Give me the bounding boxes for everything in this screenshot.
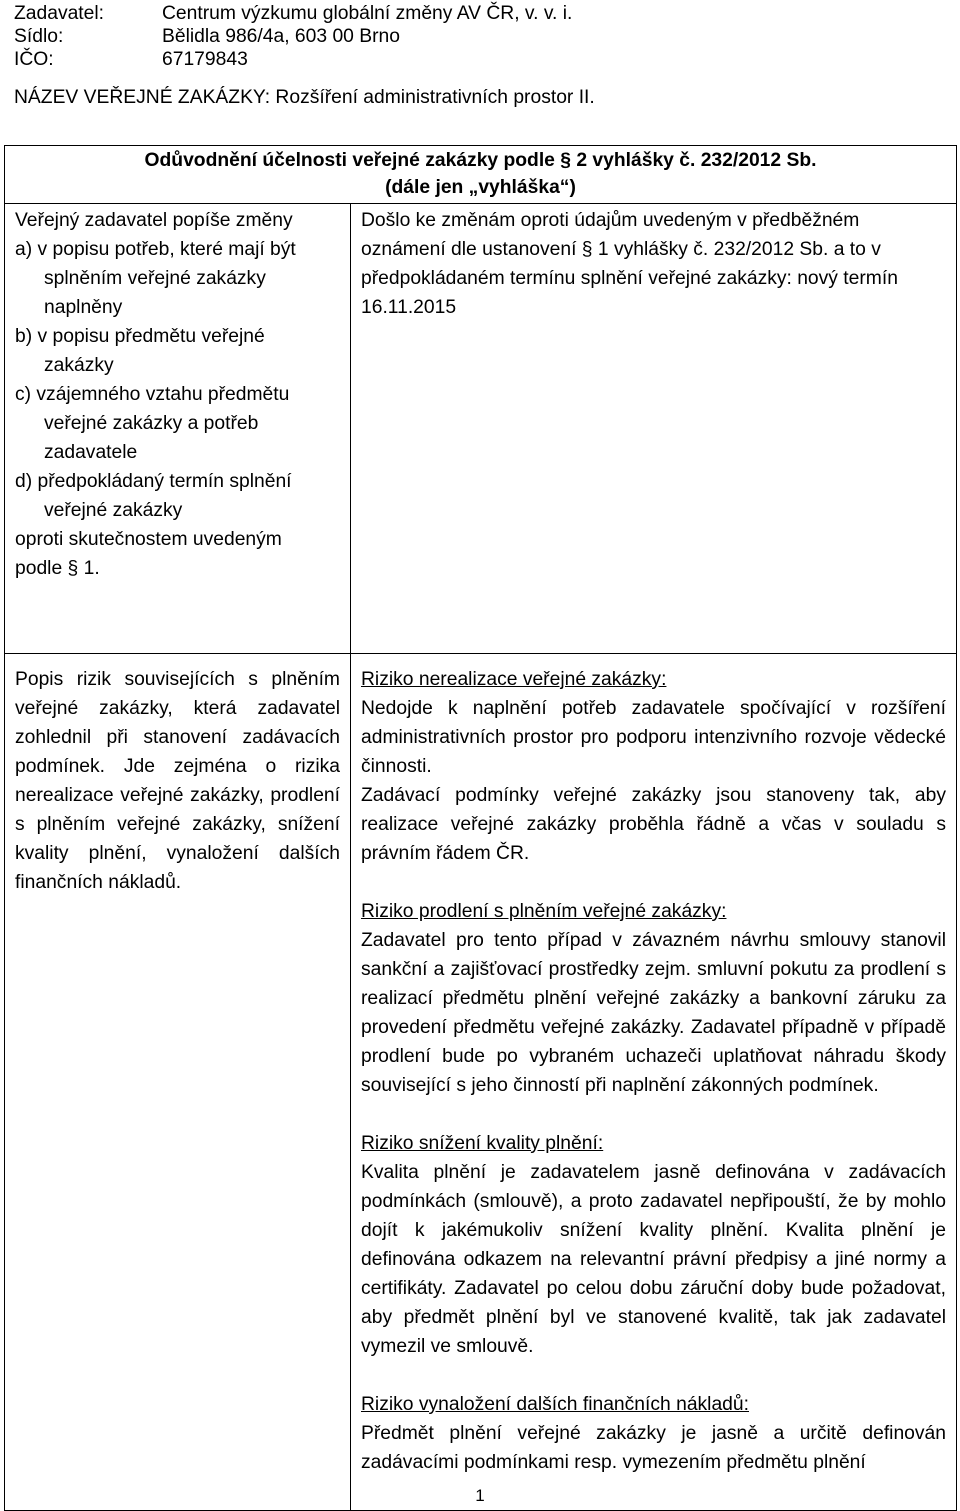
row2-right-cell <box>351 654 957 1511</box>
table-row <box>5 204 957 654</box>
table-title-line2: (dále jen „vyhláška“) <box>385 177 576 198</box>
project-name: NÁZEV VEŘEJNÉ ZAKÁZKY: Rozšíření administrativních prostor II. <box>14 87 595 108</box>
row1-left-b: b) v popisu předmětu veřejné <box>15 326 265 347</box>
row1-left-a: a) v popisu potřeb, které mají být <box>15 239 296 260</box>
header-ico <box>14 48 248 72</box>
row1-right-line3: předpokládaném termínu splnění veřejné zakázky: nový termín <box>361 268 898 289</box>
row1-left-outro1: oproti skutečnostem uvedeným <box>15 529 282 550</box>
row1-right-cell <box>351 204 957 654</box>
ico-value: 67179843 <box>162 49 248 70</box>
risk1-text: Nedojde k naplnění potřeb zadavatele spočívající v rozšíření administrativních prostor pro podporu intenzivního rozvoje vědecké činnosti. <box>361 698 946 777</box>
risk1-text2: Zadávací podmínky veřejné zakázky jsou stanoveny tak, aby realizace veřejné zakázky proběhla řádně a včas v souladu s právním řádem ČR. <box>361 785 946 864</box>
row2-left-cell <box>5 654 351 1511</box>
table-title <box>5 146 957 204</box>
header-sidlo <box>14 25 400 49</box>
row1-left-outro2: podle § 1. <box>15 558 100 579</box>
row1-left-a3: naplněny <box>44 297 123 318</box>
risk1-heading: Riziko nerealizace veřejné zakázky: <box>361 669 667 690</box>
page-number: 1 <box>475 1486 485 1505</box>
ico-label: IČO: <box>14 49 54 70</box>
sidlo-label: Sídlo: <box>14 26 64 47</box>
row1-right-line4: 16.11.2015 <box>361 297 457 318</box>
risk4-heading: Riziko vynaložení dalších finančních nákladů: <box>361 1394 749 1415</box>
risk4-text: Předmět plnění veřejné zakázky je jasně a určitě definován zadávacími podmínkami resp. vymezením předmětu plnění <box>361 1423 946 1473</box>
row1-left-a2: splněním veřejné zakázky <box>44 268 266 289</box>
zadavatel-value: Centrum výzkumu globální změny AV ČR, v. v. i. <box>162 3 573 24</box>
table-title-line1: Odůvodnění účelnosti veřejné zakázky podle § 2 vyhlášky č. 232/2012 Sb. <box>144 150 817 171</box>
risk3-text: Kvalita plnění je zadavatelem jasně definována v zadávacích podmínkách (smlouvě), a proto zadavatel nepřipouští, že by mohlo dojít k jakémukoliv snížení kvality plnění. Kvalita plnění je definována odkazem na relevantní právní předpisy a jiné normy a certifikáty. Zadavatel po celou dobu záruční doby bude požadovat, aby předmět plnění byl ve stanovené kvalitě, tak jak zadavatel vymezil ve smlouvě. <box>361 1162 946 1357</box>
justification-table <box>4 145 957 1511</box>
row1-left-d2: veřejné zakázky <box>44 500 183 521</box>
table-row <box>5 654 957 1511</box>
sidlo-value: Bělidla 986/4a, 603 00 Brno <box>162 26 400 47</box>
row2-left-text: Popis rizik souvisejících s plněním veřejné zakázky, která zadavatel zohlednil při stanovení zadávacích podmínek. Jde zejména o rizika nerealizace veřejné zakázky, prodlení s plněním veřejné zakázky, snížení kvality plnění, vynaložení dalších finančních nákladů. <box>15 669 340 893</box>
header-zadavatel <box>14 2 572 26</box>
row1-left-b2: zakázky <box>44 355 114 376</box>
row1-left-cell <box>5 204 351 654</box>
row1-left-intro: Veřejný zadavatel popíše změny <box>15 210 293 231</box>
row1-left-c: c) vzájemného vztahu předmětu <box>15 384 290 405</box>
risk2-text: Zadavatel pro tento případ v závazném návrhu smlouvy stanovil sankční a zajišťovací prostředky zejm. smluvní pokutu za prodlení s realizací předmětu plnění veřejné zakázky a bankovní záruku za provedení předmětu veřejné zakázky. Zadavatel případně v případě prodlení bude po vybraném uchazeči uplatňovat náhradu škody související s jeho činností při naplnění zákonných podmínek. <box>361 930 946 1096</box>
table-title-row <box>5 146 957 204</box>
row1-right-line1: Došlo ke změnám oproti údajům uvedeným v předběžném <box>361 210 860 231</box>
row1-left-c3: zadavatele <box>44 442 138 463</box>
risk3-heading: Riziko snížení kvality plnění: <box>361 1133 604 1154</box>
row1-left-d: d) předpokládaný termín splnění <box>15 471 292 492</box>
zadavatel-label: Zadavatel: <box>14 3 105 24</box>
risk2-heading: Riziko prodlení s plněním veřejné zakázky: <box>361 901 727 922</box>
row1-right-line2: oznámení dle ustanovení § 1 vyhlášky č. 232/2012 Sb. a to v <box>361 239 881 260</box>
row1-left-c2: veřejné zakázky a potřeb <box>44 413 259 434</box>
